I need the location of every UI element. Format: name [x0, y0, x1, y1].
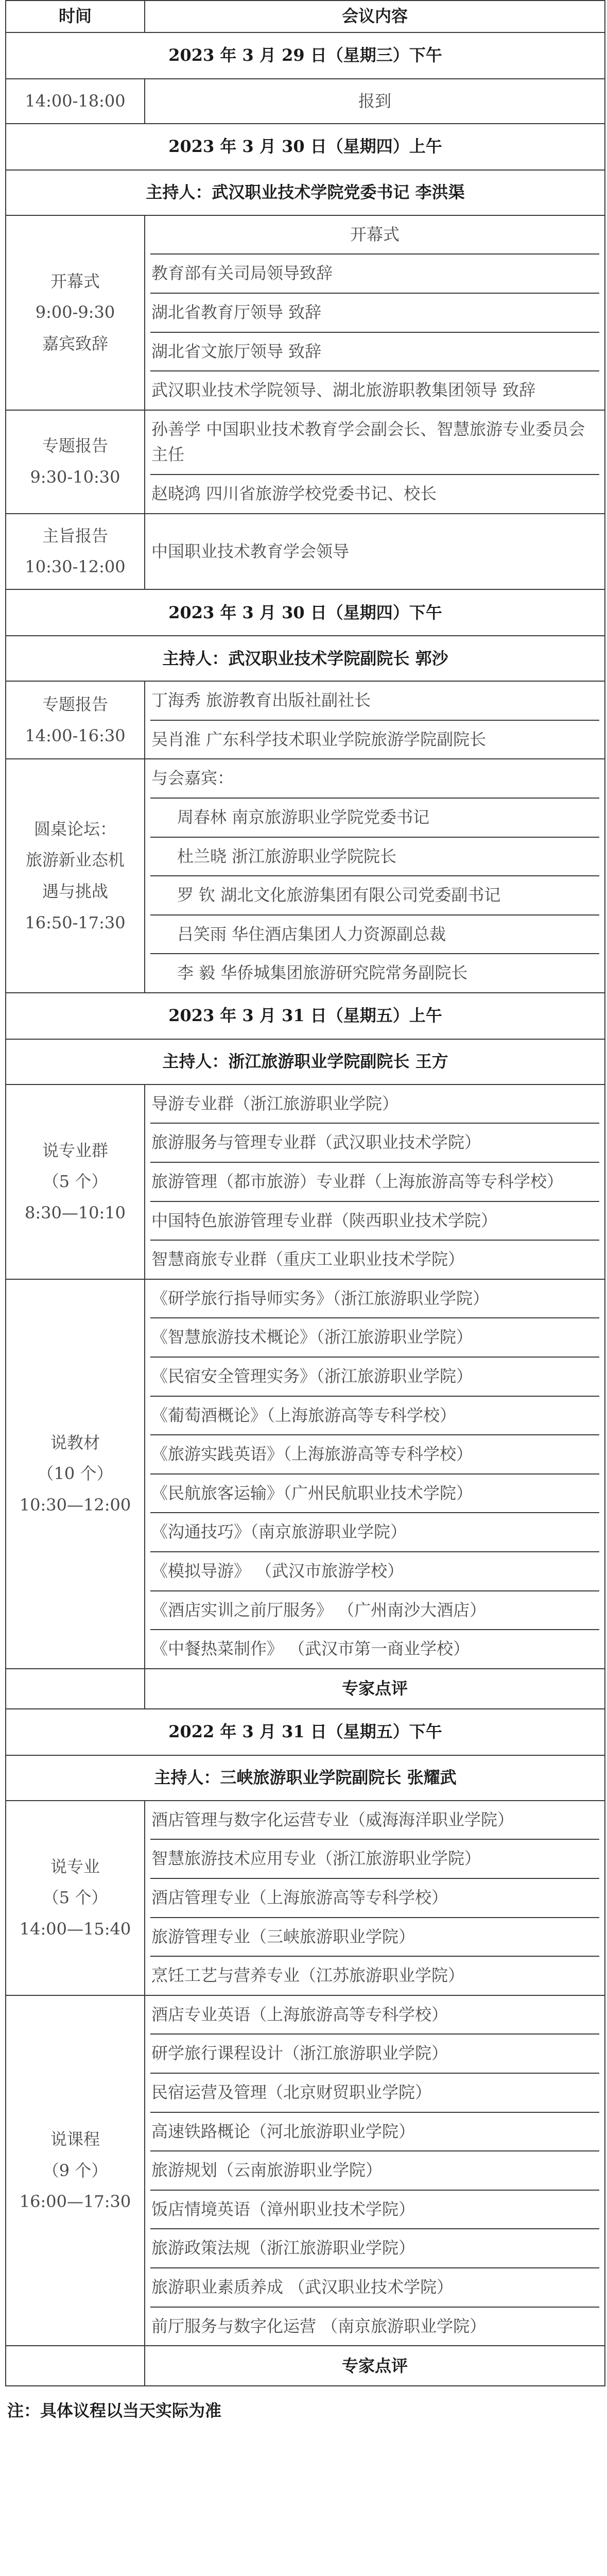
list-item: 杜兰晓 浙江旅游职业学院院长	[150, 837, 599, 876]
list-item: 湖北省文旅厅领导 致辞	[150, 332, 599, 371]
time-line: 嘉宾致辞	[42, 334, 108, 354]
date-row	[6, 993, 605, 1039]
time-line: 16:50-17:30	[25, 912, 126, 933]
list-item: 周春林 南京旅游职业学院党委书记	[150, 798, 599, 837]
time-line: 10:30—12:00	[19, 1495, 131, 1515]
list-item: 旅游规划（云南旅游职业学院）	[150, 2150, 599, 2190]
date-row	[6, 32, 605, 79]
agenda-document	[2, 0, 605, 2421]
host-row	[6, 1755, 605, 1801]
list-item: 《沟通技巧》（南京旅游职业学院）	[150, 1512, 599, 1551]
time-line: 8:30—10:10	[24, 1203, 126, 1223]
date-row	[6, 1709, 605, 1755]
time-line: （10 个）	[37, 1464, 113, 1484]
empty-cell	[6, 2346, 145, 2386]
list-item: 《民宿安全管理实务》（浙江旅游职业学院）	[150, 1357, 599, 1396]
list-item: 导游专业群（浙江旅游职业学院）	[151, 1093, 399, 1113]
session-items	[145, 215, 605, 410]
expert-review: 专家点评	[145, 2346, 605, 2386]
agenda-row	[6, 514, 605, 590]
list-item: 酒店管理与数字化运营专业（威海海洋职业学院）	[151, 1809, 514, 1829]
time-line: 专题报告	[42, 436, 108, 456]
agenda-row	[6, 1801, 605, 1995]
list-item: 湖北省教育厅领导 致辞	[150, 293, 599, 332]
session-date: 2023 年 3 月 30 日（星期四）上午	[6, 124, 605, 170]
list-item: 开幕式	[350, 224, 400, 244]
session-host: 主持人：武汉职业技术学院副院长 郭沙	[6, 636, 605, 681]
time-line: 遇与挑战	[42, 882, 108, 902]
agenda-row	[6, 79, 605, 124]
time-line: 专题报告	[42, 694, 108, 714]
time-line: 14:00—15:40	[19, 1919, 131, 1939]
agenda-row	[6, 1995, 605, 2346]
list-item: 赵晓鸿 四川省旅游学校党委书记、校长	[150, 474, 599, 513]
list-item: 孙善学 中国职业技术教育学会副会长、智慧旅游专业委员会主任	[151, 419, 585, 465]
list-item: 吕笑雨 华住酒店集团人力资源副总裁	[150, 914, 599, 954]
expert-review-row	[6, 1669, 605, 1709]
list-item: 《旅游实践英语》（上海旅游高等专科学校）	[150, 1434, 599, 1473]
empty-cell	[6, 1669, 145, 1709]
session-items	[145, 1084, 605, 1279]
list-item: 与会嘉宾：	[151, 768, 234, 788]
time-line: 9:30-10:30	[30, 467, 120, 487]
date-row	[6, 124, 605, 170]
list-item: 酒店管理专业（上海旅游高等专科学校）	[150, 1878, 599, 1917]
list-item: 智慧旅游技术应用专业（浙江旅游职业学院）	[150, 1839, 599, 1878]
agenda-row	[6, 681, 605, 759]
time-line: 10:30-12:00	[25, 557, 126, 577]
session-items	[145, 410, 605, 514]
session-content: 报到	[145, 79, 605, 124]
list-item: 《民航旅客运输》（广州民航职业技术学院）	[150, 1473, 599, 1513]
expert-review: 专家点评	[145, 1669, 605, 1709]
date-row	[6, 589, 605, 636]
list-item: 旅游政策法规（浙江旅游职业学院）	[150, 2228, 599, 2267]
session-date: 2023 年 3 月 31 日（星期五）上午	[6, 993, 605, 1039]
list-item: 丁海秀 旅游教育出版社副社长	[151, 690, 371, 710]
list-item: 《模拟导游》 （武汉市旅游学校）	[150, 1551, 599, 1590]
session-host: 主持人：浙江旅游职业学院副院长 王方	[6, 1039, 605, 1084]
session-time	[6, 1084, 145, 1279]
list-item: 《酒店实训之前厅服务》 （广州南沙大酒店）	[150, 1590, 599, 1630]
list-item: 旅游服务与管理专业群（武汉职业技术学院）	[150, 1123, 599, 1162]
list-item: 饭店情境英语（漳州职业技术学院）	[150, 2190, 599, 2229]
time-line: 主旨报告	[42, 526, 108, 546]
agenda-row	[6, 759, 605, 993]
session-time	[6, 759, 145, 993]
list-item: 教育部有关司局领导致辞	[150, 253, 599, 293]
time-line: （5 个）	[42, 1172, 108, 1192]
agenda-row	[6, 1084, 605, 1279]
agenda-table	[5, 0, 605, 2386]
session-time	[6, 1279, 145, 1669]
list-item: 《葡萄酒概论》（上海旅游高等专科学校）	[150, 1396, 599, 1435]
list-item: 武汉职业技术学院领导、湖北旅游职教集团领导 致辞	[150, 370, 599, 410]
time-line: 说教材	[50, 1432, 100, 1452]
header-time: 时间	[6, 1, 145, 32]
session-time	[6, 1995, 145, 2346]
header-content: 会议内容	[145, 1, 605, 32]
session-items	[145, 1279, 605, 1669]
agenda-row	[6, 215, 605, 410]
session-items	[145, 681, 605, 759]
list-item: 前厅服务与数字化运营 （南京旅游职业学院）	[150, 2307, 599, 2346]
session-time	[6, 514, 145, 590]
list-item: 罗 钦 湖北文化旅游集团有限公司党委副书记	[150, 875, 599, 914]
session-date: 2022 年 3 月 31 日（星期五）下午	[6, 1709, 605, 1755]
session-content: 中国职业技术教育学会领导	[145, 514, 605, 590]
expert-review-row	[6, 2346, 605, 2386]
list-item: 《智慧旅游技术概论》（浙江旅游职业学院）	[150, 1317, 599, 1357]
time-line: 9:00-9:30	[35, 302, 115, 323]
time-line: 说专业	[50, 1856, 100, 1876]
time-line: 旅游新业态机	[25, 850, 125, 870]
session-host: 主持人：武汉职业技术学院党委书记 李洪渠	[6, 170, 605, 215]
list-item: 吴肖淮 广东科学技术职业学院旅游学院副院长	[150, 720, 599, 759]
host-row	[6, 1039, 605, 1084]
session-date: 2023 年 3 月 30 日（星期四）下午	[6, 589, 605, 636]
list-item: 烹饪工艺与营养专业（江苏旅游职业学院）	[150, 1956, 599, 1995]
agenda-row	[6, 1279, 605, 1669]
footer-note: 注：具体议程以当天实际为准	[7, 2401, 222, 2421]
session-date: 2023 年 3 月 29 日（星期三）下午	[6, 32, 605, 79]
list-item: 旅游职业素质养成 （武汉职业技术学院）	[150, 2267, 599, 2307]
time-line: （9 个）	[42, 2160, 108, 2180]
session-time	[6, 410, 145, 514]
list-item: 《研学旅行指导师实务》（浙江旅游职业学院）	[151, 1288, 490, 1308]
session-time	[6, 215, 145, 410]
host-row	[6, 636, 605, 681]
time-line: 说专业群	[42, 1140, 108, 1160]
time-line: 说课程	[50, 2129, 100, 2149]
session-items	[145, 1995, 605, 2346]
list-item: 中国特色旅游管理专业群（陕西职业技术学院）	[150, 1201, 599, 1240]
list-item: 《中餐热菜制作》 （武汉市第一商业学校）	[150, 1629, 599, 1668]
session-time	[6, 1801, 145, 1995]
list-item: 高速铁路概论（河北旅游职业学院）	[150, 2112, 599, 2151]
list-item: 智慧商旅专业群（重庆工业职业技术学院）	[150, 1240, 599, 1279]
list-item: 研学旅行课程设计（浙江旅游职业学院）	[150, 2033, 599, 2073]
table-header	[6, 1, 605, 32]
session-items	[145, 759, 605, 993]
list-item: 旅游管理（都市旅游）专业群（上海旅游高等专科学校）	[150, 1162, 599, 1201]
time-line: 圆桌论坛：	[33, 819, 116, 839]
time-line: 开幕式	[50, 271, 100, 291]
session-time: 14:00-18:00	[6, 79, 145, 124]
time-line: 14:00-16:30	[25, 725, 126, 745]
host-row	[6, 170, 605, 215]
list-item: 旅游管理专业（三峡旅游职业学院）	[150, 1917, 599, 1956]
list-item: 民宿运营及管理（北京财贸职业学院）	[150, 2073, 599, 2112]
agenda-row	[6, 410, 605, 514]
time-line: （5 个）	[42, 1888, 108, 1908]
session-time	[6, 681, 145, 759]
session-items	[145, 1801, 605, 1995]
list-item: 李 毅 华侨城集团旅游研究院常务副院长	[150, 953, 599, 992]
list-item: 酒店专业英语（上海旅游高等专科学校）	[151, 2004, 448, 2024]
time-line: 16:00—17:30	[19, 2192, 131, 2212]
session-host: 主持人：三峡旅游职业学院副院长 张耀武	[6, 1755, 605, 1801]
